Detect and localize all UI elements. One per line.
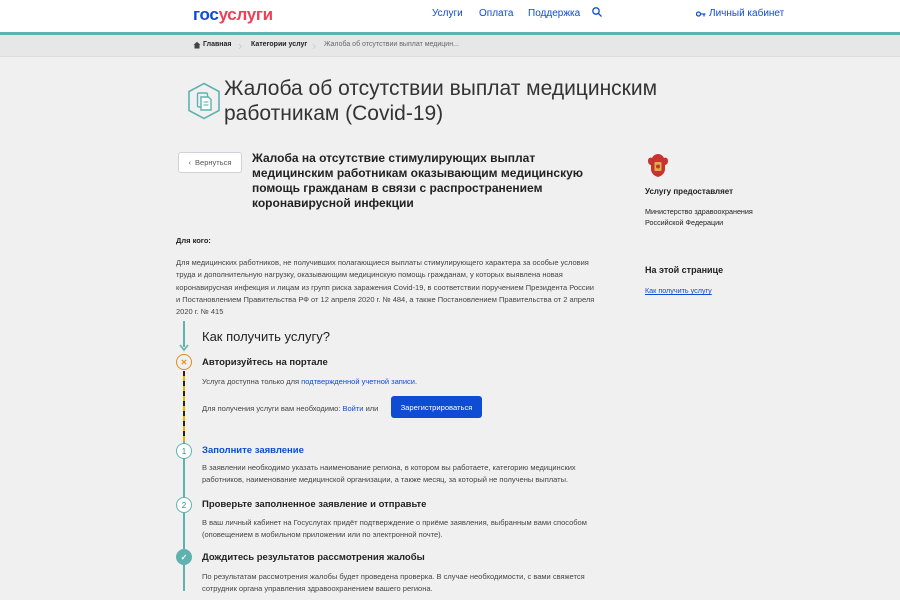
breadcrumb-home[interactable]: Главная [203, 41, 232, 48]
login-link[interactable]: Войти [342, 404, 364, 413]
chevron-left-icon: ‹ [188, 158, 192, 167]
search-icon[interactable] [591, 6, 603, 18]
gosuslugi-logo[interactable]: госуслуги [193, 5, 273, 24]
nav-services[interactable]: Услуги [432, 8, 463, 19]
home-icon [193, 41, 201, 49]
service-subtitle: Жалоба на отсутствие стимулирующих выплат медицинским работникам оказывающим медицинскую помощь гражданам в связи с распространением коронавирусной инфекции [252, 151, 584, 210]
await-result-text: По результатам рассмотрения жалобы будет проведена проверка. В случае необходимости, с вами свяжется сотрудник органа управления здравоохранением вашего региона. [202, 572, 585, 593]
for-whom-text: Для медицинских работников, не получивших полагающиеся выплаты стимулирующего характера за особые условия труда и дополнительную нагрузку, оказывающим медицинскую помощь гражданам, у которых выявлена новая коронавирусная инфекция и лицам из групп риска заражения Covid-19, в соответствии поручением Президента России и Постановлением Правительства РФ от 12 апреля 2020 г. № 484, а также Постановлением Правительства от 2 апреля 2020 г. № 415 [176, 258, 595, 317]
verified-account-link[interactable]: подтвержденной учетной записи. [301, 377, 418, 386]
provider-label: Услугу предоставляет [645, 187, 734, 196]
breadcrumb [0, 35, 900, 57]
how-to-get-service-link[interactable]: Как получить услугу [645, 286, 712, 295]
auth-required-icon: ✕ [176, 354, 192, 370]
how-to-title: Как получить услугу? [202, 329, 330, 344]
timeline-bottom-line [183, 441, 185, 591]
personal-cabinet-link[interactable] [696, 8, 784, 19]
step-number-1: 1 [176, 443, 192, 459]
back-button[interactable] [178, 152, 242, 173]
document-shield-icon [187, 82, 221, 120]
check-application-title: Проверьте заполненное заявление и отправьте [202, 499, 427, 510]
page-title: Жалоба об отсутствии выплат медицинским работникам (Covid-19) [224, 77, 658, 125]
cabinet-label: Личный кабинет [709, 8, 785, 19]
check-application-text: В ваш личный кабинет на Госуслугах придёт подтверждение о приёме заявления, выбранным вами способом (оповещением в мобильном приложении или по электронной почте). [202, 518, 587, 539]
await-result-title: Дождитесь результатов рассмотрения жалобы [202, 552, 425, 563]
auth-step-title: Авторизуйтесь на портале [202, 357, 328, 368]
chevron-right-icon: › [238, 38, 243, 53]
breadcrumb-current: Жалоба об отсутствии выплат медицин... [324, 41, 459, 48]
check-icon: ✓ [176, 549, 192, 565]
coat-of-arms-icon [646, 152, 670, 178]
auth-access-text: Услуга доступна только для подтвержденной учетной записи. [202, 377, 418, 386]
arrow-down-icon [179, 344, 189, 352]
fill-application-link[interactable]: Заполните заявление [202, 445, 304, 456]
fill-application-text: В заявлении необходимо указать наименование региона, в котором вы работаете, категорию медицинских работников, наименование медицинской организации, а также месяц, за который не получены выплаты. [202, 463, 576, 484]
timeline-dashed-line [183, 371, 185, 441]
register-button[interactable]: Зарегистрироваться [391, 396, 482, 418]
auth-need-text: Для получения услуги вам необходимо: Войти или [202, 404, 379, 413]
back-button-label: Вернуться [195, 158, 232, 167]
chevron-right-icon: › [312, 38, 317, 53]
for-whom-label: Для кого: [176, 236, 211, 245]
step-number-2: 2 [176, 497, 192, 513]
nav-support[interactable]: Поддержка [528, 8, 581, 19]
breadcrumb-categories[interactable]: Категории услуг [251, 41, 308, 48]
provider-name: Министерство здравоохранения Российской Федерации [645, 207, 753, 227]
nav-payment[interactable]: Оплата [479, 8, 514, 19]
top-header [0, 0, 900, 32]
key-icon [696, 10, 706, 18]
on-this-page-label: На этой странице [645, 265, 724, 275]
